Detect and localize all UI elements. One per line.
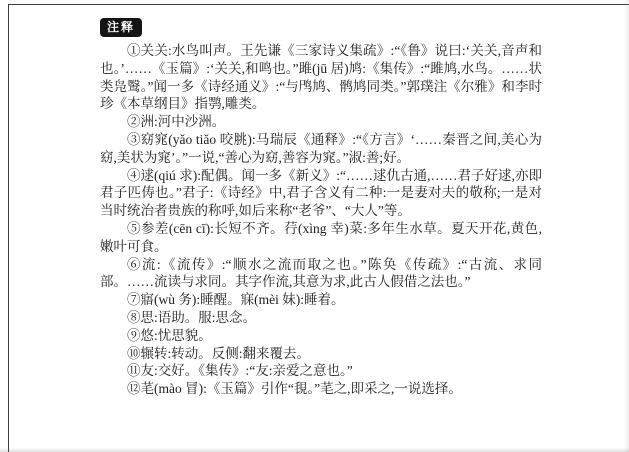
note-item-8: ⑧思:语助。服:思念。 (127, 309, 257, 325)
annotations-section (100, 18, 542, 398)
note-item-4: ④逑(qiú 求):配偶。闻一多《新义》:“……逑仇古通,……君子好逑,亦即君子匹俦也。”君子:《诗经》中,君子含义有二种:一是妻对夫的敬称;一是对当时统治者贵族的称呼,如后来称“老爷”、“大人”等。 (100, 167, 542, 219)
annotations-list (100, 42, 542, 398)
note-item-2: ②洲:河中沙洲。 (127, 114, 226, 130)
note-item-6: ⑥流:《流传》:“顺水之流而取之也。”陈奂《传疏》:“古流、求同部。……流读与求同。其字作流,其意为求,此古人假借之法也。” (100, 256, 542, 290)
note-item-5: ⑤参差(cēn cī):长短不齐。荇(xìng 幸)菜:多年生水草。夏天开花,黄色,嫩叶可食。 (100, 220, 542, 254)
scan-shadow-bottom (0, 448, 629, 452)
note-item-12: ⑫芼(mào 冒):《玉篇》引作“覒。”芼之,即采之,一说选择。 (127, 381, 462, 397)
annotations-badge: 注释 (100, 18, 142, 37)
note-item-10: ⑩辗转:转动。反侧:翻来覆去。 (127, 345, 311, 361)
note-item-7: ⑦寤(wù 务):睡醒。寐(mèi 妹):睡着。 (127, 292, 345, 308)
page-border-left (8, 4, 9, 452)
note-item-9: ⑨悠:忧思貌。 (127, 327, 212, 343)
scan-shadow-right (624, 0, 629, 452)
note-item-1: ①关关:水鸟叫声。王先谦《三家诗义集疏》:“《鲁》说曰:‘关关,音声和也。’……《玉篇》:‘关关,和鸣也。”雎(jū 居)鸠:《集传》:“雎鸠,水鸟。……状类凫鹥。”闻一多《诗经通义》:“与鸤鸠、鹘鸠同类。”郭璞注《尔雅》和李时珍《本草纲目》指鹗,雕类。 (100, 43, 542, 112)
note-item-3: ③窈窕(yǎo tiǎo 咬脁):马瑞辰《通释》:“《方言》‘……秦晋之间,美心为窈,美状为窕’。”一说,“善心为窈,善容为窕。”淑:善;好。 (100, 131, 542, 165)
page-border-top (8, 4, 629, 5)
note-item-11: ⑪友:交好。《集传》:“友:亲爱之意也。” (127, 363, 353, 379)
